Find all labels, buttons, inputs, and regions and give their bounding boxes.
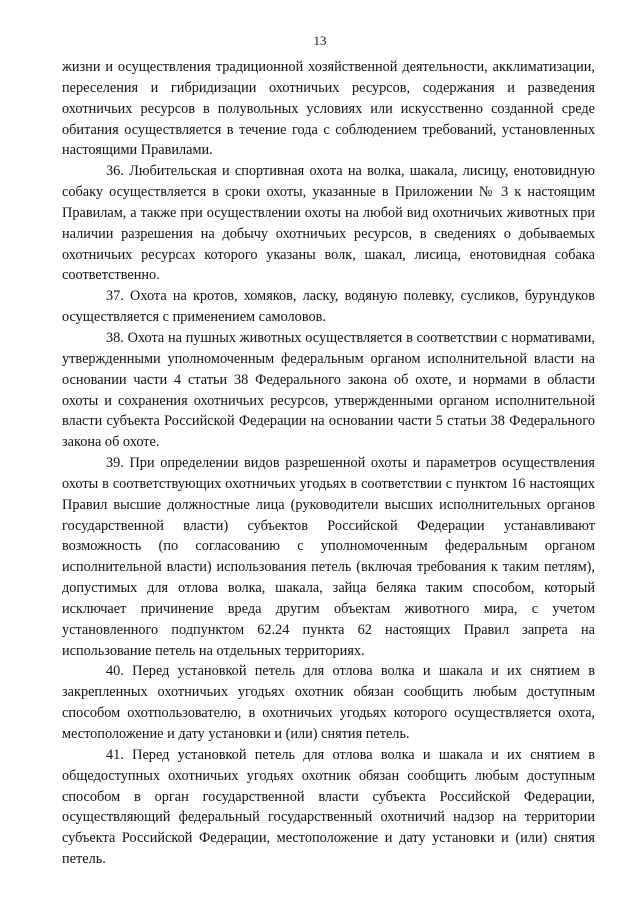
paragraph-37: 37. Охота на кротов, хомяков, ласку, водяную полевку, сусликов, бурундуков осуществляется с применением самоловов. bbox=[62, 288, 595, 326]
paragraph-36: 36. Любительская и спортивная охота на волка, шакала, лисицу, енотовидную собаку осуществляется в сроки охоты, указанные в Приложении № 3 к настоящим Правилам, а также при осуществлении охоты на любой вид охотничьих животных при наличии разрешения на добычу охотничьих ресурсов, в сведениях о добываемых охотничьих ресурсах которого указаны волк, шакал, лисица, енотовидная собака соответственно. bbox=[62, 163, 595, 284]
paragraph-39: 39. При определении видов разрешенной охоты и параметров осуществления охоты в соответствующих охотничьих угодьях в соответствии с пунктом 16 настоящих Правил высшие должностные лица (руководители высших исполнительных органов государственной власти) субъектов Российской Федерации устанавливают возможность (по согласованию с уполномоченным федеральным органом исполнительной власти) использования петель (включая требования к таким петлям), допустимых для отлова волка, шакала, зайца беляка таким способом, который исключает причинение вреда другим объектам животного мира, с учетом установленного подпунктом 62.24 пункта 62 настоящих Правил запрета на использование петель на отдельных территориях. bbox=[62, 455, 595, 659]
paragraph-40: 40. Перед установкой петель для отлова волка и шакала и их снятием в закрепленных охотничьих угодьях охотник обязан сообщить любым доступным способом охотпользователю, в охотничьих угодьях которого осуществляется охота, местоположение и дату установки и (или) снятия петель. bbox=[62, 663, 595, 742]
paragraph-41: 41. Перед установкой петель для отлова волка и шакала и их снятием в общедоступных охотничьих угодьях охотник обязан сообщить любым доступным способом в орган государственной власти субъекта Российской Федерации, осуществляющий федеральный государственный охотничий надзор на территории субъекта Российской Федерации, местоположение и дату установки и (или) снятия петель. bbox=[62, 746, 595, 868]
document-body bbox=[62, 57, 595, 870]
page-number: 13 bbox=[313, 33, 327, 48]
paragraph-38: 38. Охота на пушных животных осуществляется в соответствии с нормативами, утвержденными уполномоченным федеральным органом исполнительной власти на основании части 4 статьи 38 Федерального закона об охоте, и нормами в области охоты и сохранения охотничьих ресурсов, утвержденными органом исполнительной власти субъекта Российской Федерации на основании части 5 статьи 38 Федерального закона об охоте. bbox=[62, 329, 595, 451]
paragraph-continuation: жизни и осуществления традиционной хозяйственной деятельности, акклиматизации, переселения и гибридизации охотничьих ресурсов, содержания и разведения охотничьих ресурсов в полувольных условиях или искусственно созданной среде обитания осуществляется в течение года с соблюдением требований, установленных настоящими Правилами. bbox=[62, 59, 595, 159]
